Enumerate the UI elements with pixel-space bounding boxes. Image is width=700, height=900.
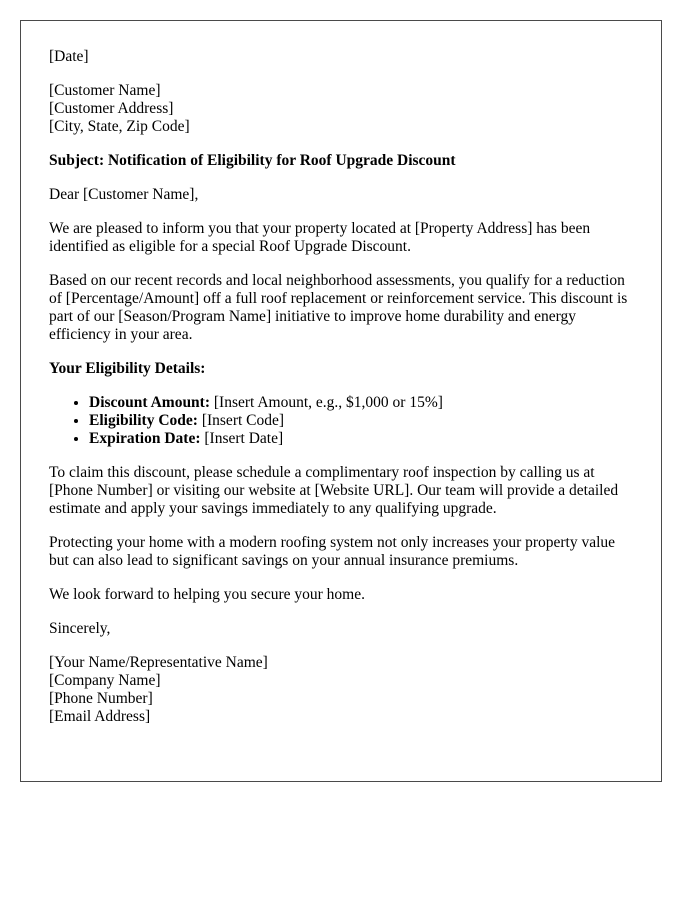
letter-date: [Date] (49, 48, 89, 65)
body-paragraph-intro: We are pleased to inform you that your property located at [Property Address] has been identified as eligible for a special Roof Upgrade Discount. (49, 220, 591, 255)
sender-company: [Company Name] (49, 672, 161, 689)
letter-page (20, 20, 662, 782)
body-paragraph-claim: To claim this discount, please schedule a complimentary roof inspection by calling us at [Phone Number] or visiting our website at [Website URL]. Our team will provide a detailed estimate and apply your savings immediately to any qualifying upgrade. (49, 464, 619, 517)
detail-label: Eligibility Code: (89, 412, 198, 429)
list-item-discount-amount (89, 394, 633, 412)
letter-subject: Subject: Notification of Eligibility for Roof Upgrade Discount (49, 152, 456, 169)
body-paragraph-benefits: Protecting your home with a modern roofing system not only increases your property value but can also lead to significant savings on your annual insurance premiums. (49, 534, 616, 569)
body-paragraph-discount: Based on our recent records and local neighborhood assessments, you qualify for a reduction of [Percentage/Amount] off a full roof replacement or reinforcement service. This discount is part of our [Season/Program Name] initiative to improve home durability and energy efficiency in your area. (49, 272, 628, 343)
detail-label: Discount Amount: (89, 394, 211, 411)
detail-value: [Insert Date] (200, 430, 284, 447)
detail-label: Expiration Date: (89, 430, 201, 447)
recipient-address-block (49, 82, 633, 136)
recipient-address: [Customer Address] (49, 100, 174, 117)
list-item-eligibility-code (89, 412, 633, 430)
list-item-expiration-date (89, 430, 633, 448)
detail-value: [Insert Code] (197, 412, 285, 429)
body-paragraph-closing: We look forward to helping you secure your home. (49, 586, 365, 603)
sender-name: [Your Name/Representative Name] (49, 654, 268, 671)
detail-value: [Insert Amount, e.g., $1,000 or 15%] (210, 394, 443, 411)
details-heading: Your Eligibility Details: (49, 360, 206, 377)
recipient-name: [Customer Name] (49, 82, 161, 99)
recipient-city-state-zip: [City, State, Zip Code] (49, 118, 190, 135)
sender-email: [Email Address] (49, 708, 151, 725)
salutation: Dear [Customer Name], (49, 186, 199, 203)
eligibility-details-list (49, 394, 633, 448)
closing: Sincerely, (49, 620, 111, 637)
sender-phone: [Phone Number] (49, 690, 153, 707)
signature-block (49, 654, 633, 726)
